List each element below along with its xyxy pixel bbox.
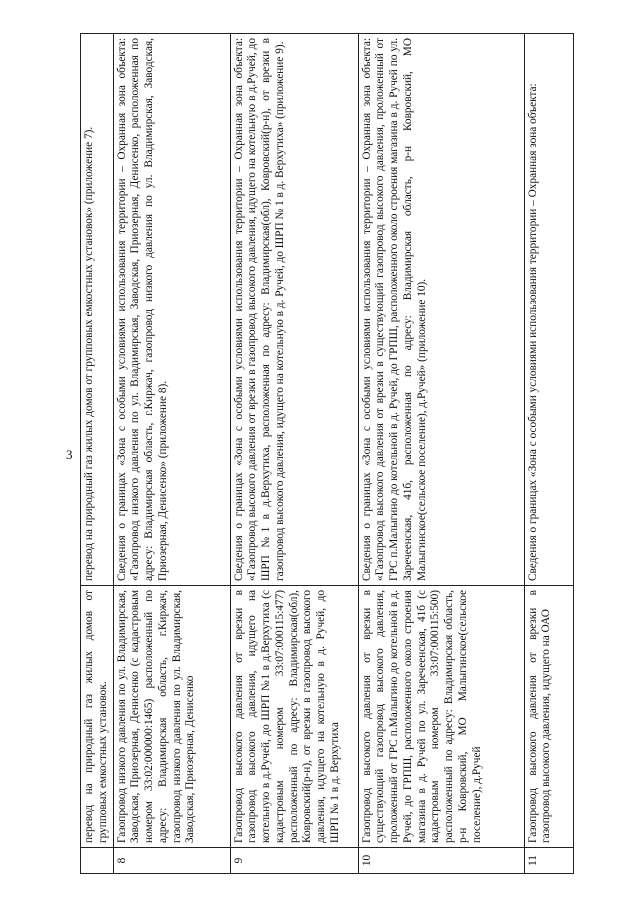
zone-info-cell: перевод на природный газ жилых домов от групповых емкостных установок» (приложение 7).	[81, 34, 114, 586]
object-description-cell: Газопровод высокого давления от врезки в газопровод высокого давления, идущего на котельную в д.Ручей, до ШРП №1 в д.Верхутиха (с кадастровым номером 33:07:000115:477) расположенный по адресу: Владимирская(обл), Ковровский(р-н), от врезки в газопровод высокого давления, идущего на котельную в д. Ручей, до ШРП № 1 в д. Верхутиха	[230, 586, 358, 848]
row-number: 9	[230, 848, 358, 874]
object-description-cell: перевод на природный газ жилых домов от групповых емкостных установок.	[81, 586, 114, 848]
zones-table	[80, 33, 574, 874]
table-row	[113, 34, 230, 874]
row-number: 8	[113, 848, 230, 874]
object-description-cell: Газопровод высокого давления от врезки в газопровод высокого давления, идущего на ОАО	[524, 586, 573, 848]
object-description-cell: Газопровод низкого давления по ул. Владимирская, Заводская, Приозерная, Денисенко (с кадастровым номером 33:02:000000:1465) расположенный по адресу: Владимирская область, г.Киржач, газопровод низкого давления по ул. Владимирская, Заводская, Приозерная, Денисенко	[113, 586, 230, 848]
zone-info-cell: Сведения о границах «Зона с особыми условиями использования территории – Охранная зона объекта: «Газопровод высокого давления от врезки в газопровод высокого давления, идущего на котельную в д.Ручей, до ШРП №1 в д.Верхутиха, расположенная по адресу: Владимирская(обл), Ковровский(р-н), от врезки в газопровод высокого давления, идущего на котельную в д. Ручей, до ШРП № 1 в д. Верхутиха» (приложение 9).	[230, 34, 358, 586]
zone-info-cell: Сведения о границах «Зона с особыми условиями использования территории – Охранная зона объекта:	[524, 34, 573, 586]
page-number: 3	[66, 447, 73, 462]
table-row	[81, 34, 114, 874]
zone-info-cell: Сведения о границах «Зона с особыми условиями использования территории – Охранная зона объекта: «Газопровод высокого давления от врезки в существующий газопровод высокого давления, проложенный от ГРС п.Малыгино до котельной в д. Ручей, до ГРПШ, расположенного около строения магазина в д. Ручей по ул. Заречеенская, 41б, расположенная по адресу: Владимирская область, р-н Ковровский, МО Малыгинское(сельское поселение), д.Ручей» (приложение 10).	[358, 34, 524, 586]
table-row	[230, 34, 358, 874]
table-row	[524, 34, 573, 874]
table-row	[358, 34, 524, 874]
object-description-cell: Газопровод высокого давления от врезки в существующий газопровод высокого давления, проложенный от ГРС п.Малыгино до котельной в д. Ручей, до ГРПШ, расположенного около строения магазина в д. Ручей по ул. Заречеенская, 41б (с кадастровым номером 33:07:000115:500) расположенный по адресу: Владимирская область, р-н Ковровский, МО Малыгинское(сельское поселение), д.Ручей	[358, 586, 524, 848]
row-number: 11	[524, 848, 573, 874]
row-number: 10	[358, 848, 524, 874]
zone-info-cell: Сведения о границах «Зона с особыми условиями использования территории – Охранная зона объекта: «Газопровод низкого давления по ул. Владимирская, Заводская, Приозерная, Денисенко, расположенная по адресу: Владимирская область, г.Киржач, газопровод низкого давления по ул. Владимирская, Заводская, Приозерная, Денисенко» (приложение 8).	[113, 34, 230, 586]
rotated-table-wrapper	[80, 34, 570, 874]
row-number	[81, 848, 114, 874]
